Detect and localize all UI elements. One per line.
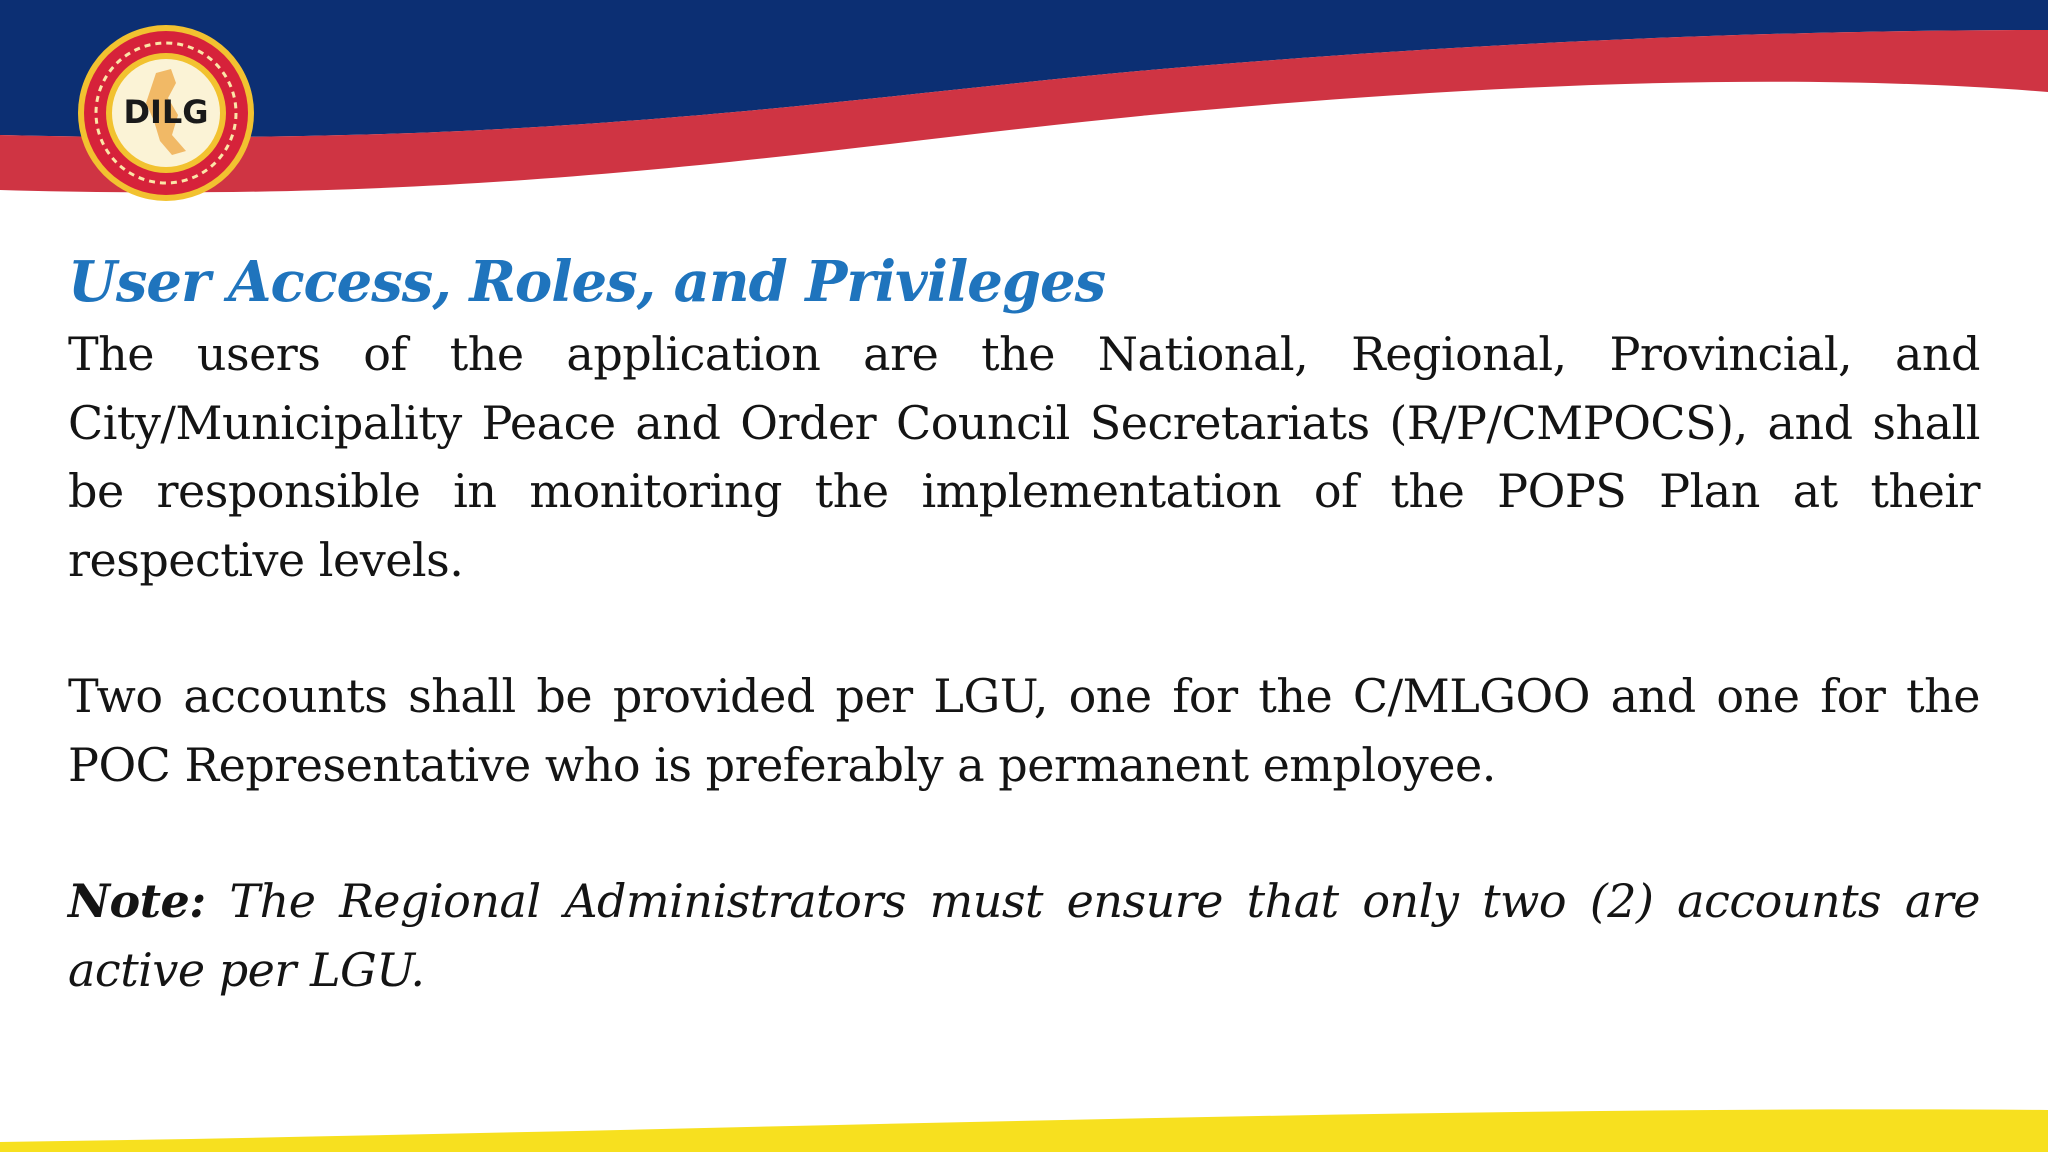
slide-content <box>68 244 1980 1004</box>
dilg-seal-logo <box>76 23 256 203</box>
note-label: Note: <box>68 874 206 928</box>
slide-title: User Access, Roles, and Privileges <box>68 249 1106 315</box>
paragraph-users: The users of the application are the National, Regional, Provincial, and City/Municipality Peace and Order Council Secretariats (R/P/CMPOCS), and shall be responsible in monitoring the implementation of the POPS Plan at their respective levels. <box>68 327 1980 587</box>
yellow-footer-band <box>0 1109 2048 1152</box>
note-paragraph <box>68 867 1980 1004</box>
logo-text: DILG <box>123 93 209 131</box>
note-text: The Regional Administrators must ensure that only two (2) accounts are active per LGU. <box>68 874 1980 997</box>
paragraph-accounts: Two accounts shall be provided per LGU, one for the C/MLGOO and one for the POC Representative who is preferably a permanent employee. <box>68 669 1980 792</box>
